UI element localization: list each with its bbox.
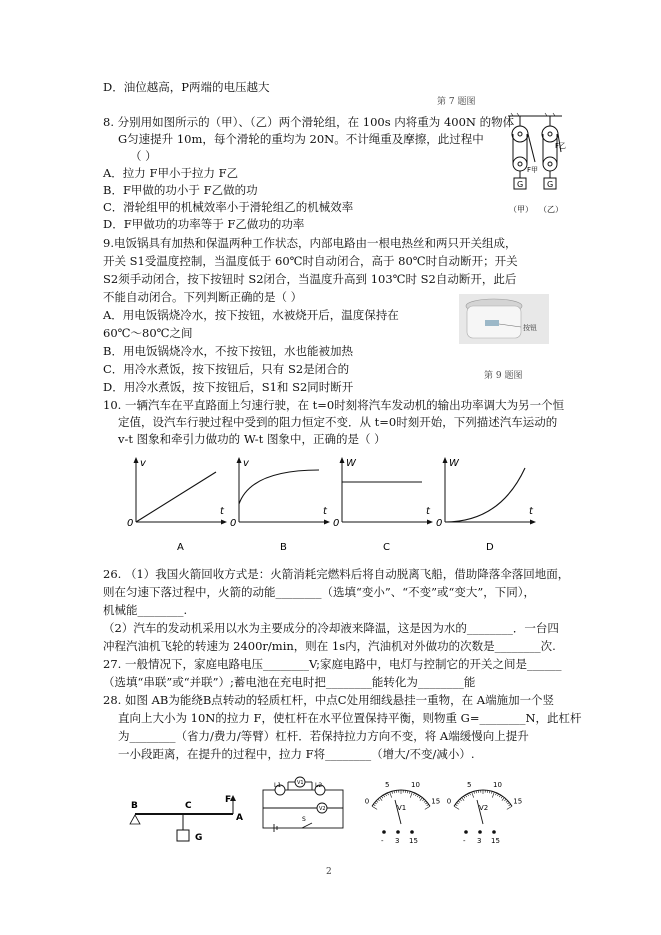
meter-V2-tick: 5 [466, 781, 472, 790]
text-line-pg: 2 [326, 867, 332, 877]
graph-C-xlabel: t [426, 506, 430, 517]
graph-A-caption: A [177, 542, 184, 553]
graph-B-caption: B [280, 542, 287, 553]
voltmeter-v1 [360, 772, 442, 847]
voltmeter-v2 [442, 772, 524, 847]
meter-V1-tick: 10 [411, 781, 420, 790]
rice-cooker-image [459, 294, 549, 344]
text-line-q10c: v-t 图象和牵引力做功的 W-t 图象中，正确的是（ ） [118, 432, 386, 446]
text-line-q28c: 为________（省力/费力/等臂）杠杆．若保持拉力方向不变，将 A端缓慢向上提升 [118, 729, 529, 743]
cooker-button-label: 按钮 [523, 324, 537, 332]
text-line-q8c: （ ） [130, 149, 157, 163]
text-line-q10a: 10. 一辆汽车在平直路面上匀速行驶，在 t=0时刻将汽车发动机的输出功率调大为另一个恒 [103, 398, 565, 412]
lever-point-a: A [236, 813, 243, 823]
meter-V2-terminal: 15 [491, 837, 500, 845]
lever-point-c: C [185, 801, 192, 811]
text-line-q8B: B．F甲做的功小于 F乙做的功 [103, 183, 258, 197]
graph-B-xlabel: t [323, 506, 327, 517]
meter-V2-label: V2 [479, 804, 489, 812]
text-line-q9a: 9.电饭锅具有加热和保温两种工作状态，内部电路由一根电热丝和两只开关组成， [103, 236, 517, 250]
text-line-q26e: 冲程汽油机飞轮的转速为 2400r/min，则在 1s内，汽油机对外做功的次数是________次. [103, 639, 556, 653]
text-line-q9b: 开关 S1受温度控制，当温度低于 60℃时自动闭合，高于 80℃时自动断开；开关 [103, 254, 518, 268]
meter-V1-terminal: - [381, 837, 384, 845]
graph-C-caption: C [383, 542, 390, 553]
graph-C [333, 457, 433, 553]
graph-D-ylabel: W [449, 458, 459, 469]
text-line-q9D: D．用冷水煮饭，按下按钮后，S1和 S2同时断开 [103, 380, 354, 394]
text-line-q9B: B．用电饭锅烧冷水，不按下按钮，水也能被加热 [103, 344, 353, 358]
meter-V1-terminal: 3 [395, 837, 400, 845]
graph-B [230, 457, 330, 553]
pulley-caption-left: （甲） [509, 205, 533, 214]
circuit-v1: V1 [297, 780, 304, 786]
meter-V1-tick: 5 [384, 781, 390, 790]
graph-A-ylabel: v [140, 458, 146, 469]
meter-V2-tick: 15 [513, 797, 523, 806]
text-line-q28d: 一小段距离，在提升的过程中，拉力 F将________（增大/不变/减小）. [118, 747, 475, 761]
text-line-q27a: 27. 一般情况下，家庭电路电压________V;家庭电路中，电灯与控制它的开关之间是______ [103, 657, 562, 671]
text-line-fig7: 第 7 题图 [437, 97, 476, 107]
meter-V1-tick: 0 [364, 797, 370, 806]
text-line-q7d: D．油位越高，P两端的电压越大 [103, 80, 270, 94]
text-line-q27b: （选填“串联”或“并联”）;蓄电池在充电时把________能转化为________能 [103, 675, 476, 689]
lever-force-f: F [225, 795, 232, 805]
graph-A-origin: 0 [127, 518, 134, 529]
circuit-v2: V2 [319, 806, 326, 812]
text-line-q9A: A．用电饭锅烧冷水，按下按钮，水被烧开后，温度保持在 [103, 308, 399, 322]
graph-A [127, 457, 227, 553]
pulley-force-right: F乙 [555, 142, 567, 150]
graph-B-origin: 0 [230, 518, 237, 529]
circuit-l1: L1 [274, 782, 282, 789]
text-line-q8b: G匀速提升 10m，每个滑轮的重均为 20N。不计绳重及摩擦，此过程中 [118, 132, 484, 146]
lever-figure [125, 792, 245, 852]
pulley-figure [505, 112, 565, 217]
meter-V2-tick: 0 [446, 797, 452, 806]
text-line-q9A2: 60℃～80℃之间 [103, 326, 193, 340]
text-line-q9d: 不能自动闭合。下列判断正确的是（ ） [103, 290, 303, 304]
text-line-q28a: 28. 如图 AB为能绕B点转动的轻质杠杆，中点C处用细线悬挂一重物，在 A端施加一个竖 [103, 693, 555, 707]
text-line-q26c: 机械能________. [103, 603, 188, 617]
lever-point-b: B [131, 801, 138, 811]
circuit-switch: S [302, 816, 306, 823]
graph-D-origin: 0 [436, 518, 443, 529]
graph-D-xlabel: t [529, 506, 533, 517]
text-line-q9C: C．用冷水煮饭，按下按钮后，只有 S2是闭合的 [103, 362, 350, 376]
graph-D [436, 457, 536, 553]
text-line-q8a: 8. 分别用如图所示的（甲）、（乙）两个滑轮组，在 100s 内将重为 400N 的物体 [103, 115, 515, 129]
graph-D-caption: D [486, 542, 494, 553]
pulley-weight-left: G [517, 180, 524, 189]
circuit-figure [258, 776, 348, 836]
graph-B-ylabel: v [243, 458, 249, 469]
lever-weight-g: G [195, 833, 203, 843]
text-line-q8A: A．拉力 F甲小于拉力 F乙 [103, 166, 239, 180]
graph-A-xlabel: t [220, 506, 224, 517]
graph-C-origin: 0 [333, 518, 340, 529]
text-line-q10b: 定值，设汽车行驶过程中受到的阻力恒定不变．从 t=0时刻开始，下列描述汽车运动的 [118, 415, 558, 429]
pulley-force-left: F甲 [527, 166, 539, 174]
meter-V1-label: V1 [397, 804, 407, 812]
text-line-q8D: D．F甲做功的功率等于 F乙做功的功率 [103, 217, 305, 231]
meter-V2-terminal: 3 [477, 837, 482, 845]
pulley-caption-right: （乙） [539, 205, 563, 214]
text-line-q9c: S2须手动闭合，按下按钮时 S2闭合，当温度升高到 103℃时 S2自动断开，此后 [103, 272, 517, 286]
meter-V2-terminal: - [463, 837, 466, 845]
text-line-fig9: 第 9 题图 [484, 371, 523, 381]
meter-V1-tick: 15 [431, 797, 441, 806]
text-line-q28b: 直向上大小为 10N的拉力 F，使杠杆在水平位置保持平衡，则物重 G=________N，此杠杆 [118, 711, 582, 725]
text-line-q26d: （2）汽车的发动机采用以水为主要成分的冷却液来降温，这是因为水的________．一台四 [103, 621, 559, 635]
meter-V1-terminal: 15 [409, 837, 418, 845]
graph-C-ylabel: W [346, 458, 356, 469]
pulley-weight-right: G [547, 180, 554, 189]
text-line-q26b: 则在匀速下落过程中，火箭的动能________（选填“变小”、“不变”或“变大”，下同）， [103, 585, 536, 599]
meter-V2-tick: 10 [493, 781, 502, 790]
q10-graphs [127, 450, 533, 555]
text-line-q26a: 26. （1）我国火箭回收方式是：火箭消耗完燃料后将自动脱离飞船，借助降落伞落回地面， [103, 567, 570, 581]
text-line-q8C: C．滑轮组甲的机械效率小于滑轮组乙的机械效率 [103, 200, 354, 214]
circuit-l2: L2 [315, 782, 323, 789]
